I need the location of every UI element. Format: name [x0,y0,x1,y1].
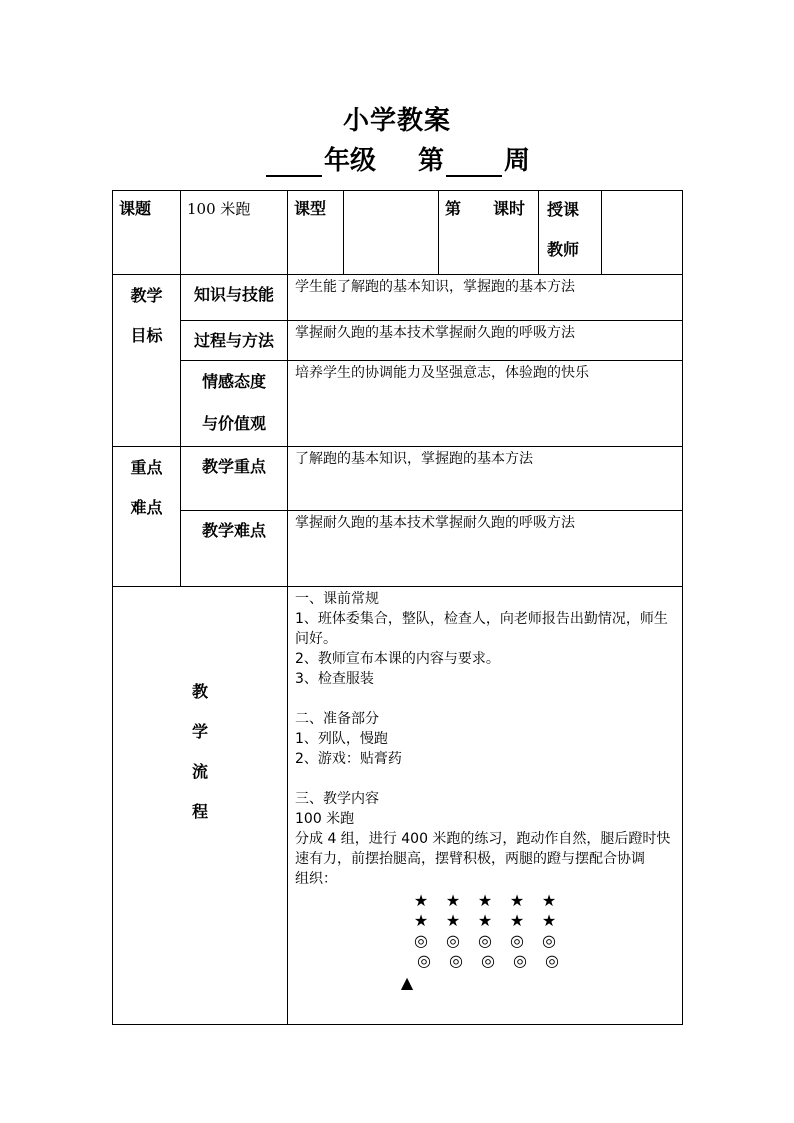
student-circle-icon: ◎ [510,931,524,950]
student-star-icon: ★ [541,891,557,910]
process-line-blank [295,689,678,709]
key-point-row [113,447,683,511]
process-line: 组织： [295,871,337,887]
page-title: 小学教案 [342,106,451,136]
teacher-triangle-icon: ▲ [400,973,414,992]
week-blank[interactable] [446,149,502,177]
objective-knowledge-label: 知识与技能 [181,275,288,321]
student-circle-icon: ◎ [449,951,463,970]
formation-diagram [295,889,678,992]
lesson-plan-table [112,190,683,1025]
process-label-char-3: 流 [191,762,208,781]
week-prefix: 第 [417,146,444,176]
process-line: 三、教学内容 [295,791,379,807]
process-label-char-4: 程 [191,802,208,821]
objective-attitude-label [181,361,288,447]
student-star-icon: ★ [509,911,525,930]
student-circle-icon: ◎ [414,931,428,950]
teacher-label-line-1: 授课 [547,200,580,219]
student-circle-icon: ◎ [478,931,492,950]
teacher-label-line-2: 教师 [547,240,580,259]
student-star-icon: ★ [413,891,429,910]
process-label-char-1: 教 [191,682,208,701]
process-line: 3、检查服装 [295,671,374,687]
objective-attitude-label-line-2: 与价值观 [201,414,266,433]
page-subtitle [0,140,794,177]
student-star-icon: ★ [477,911,493,930]
teacher-value[interactable] [602,191,683,275]
student-circle-icon: ◎ [417,951,431,970]
objectives-label-line-1: 教学 [130,286,163,305]
process-row [113,587,683,1025]
student-star-icon: ★ [445,911,461,930]
student-circle-icon: ◎ [481,951,495,970]
student-star-icon: ★ [541,911,557,930]
objective-process-label: 过程与方法 [181,321,288,361]
process-line: 100 米跑 [295,811,355,827]
student-circle-icon: ◎ [545,951,559,970]
student-circle-icon: ◎ [513,951,527,970]
process-line: 2、游戏：贴膏药 [295,751,402,767]
teacher-label [539,191,602,275]
process-label [113,587,288,1025]
difficulty-text: 掌握耐久跑的基本技术掌握耐久跑的呼吸方法 [288,511,683,587]
student-circle-icon: ◎ [542,931,556,950]
week-label: 周 [504,146,531,176]
objective-row-knowledge [113,275,683,321]
process-line: 一、课前常规 [295,591,379,607]
student-star-icon: ★ [477,891,493,910]
student-circle-icon: ◎ [446,931,460,950]
process-line: 2、教师宣布本课的内容与要求。 [295,651,500,667]
objectives-label-line-2: 目标 [130,326,163,345]
process-line-blank [295,769,678,789]
student-star-icon: ★ [413,911,429,930]
process-line: 1、班体委集合，整队，检查人，向老师报告出勤情况，师生问好。 [295,611,668,647]
difficulty-row [113,511,683,587]
student-star-icon: ★ [509,891,525,910]
grade-blank[interactable] [266,149,322,177]
key-points-label-line-2: 难点 [130,498,163,517]
student-star-icon: ★ [445,891,461,910]
process-line: 分成 4 组，进行 400 米跑的练习，跑动作自然，腿后蹬时快速有力，前摆抬腿高，摆臂积极，两腿的蹬与摆配合协调 [295,831,671,867]
key-points-label [113,447,181,587]
process-label-char-2: 学 [191,722,208,741]
topic-label: 课题 [113,191,181,275]
objectives-label [113,275,181,447]
info-row [113,191,683,275]
focus-text: 了解跑的基本知识，掌握跑的基本方法 [288,447,683,511]
type-label: 课型 [288,191,344,275]
objective-attitude-text: 培养学生的协调能力及坚强意志，体验跑的快乐 [288,361,683,447]
process-line: 二、准备部分 [295,711,379,727]
topic-value: 100 米跑 [181,191,288,275]
focus-label: 教学重点 [181,447,288,511]
objective-attitude-label-line-1: 情感态度 [201,372,266,391]
type-value[interactable] [344,191,439,275]
process-line: 1、列队，慢跑 [295,731,388,747]
key-points-label-line-1: 重点 [130,458,163,477]
difficulty-label: 教学难点 [181,511,288,587]
objective-row-process [113,321,683,361]
process-content [288,587,683,1025]
lesson-number-label: 第 课时 [439,191,539,275]
objective-process-text: 掌握耐久跑的基本技术掌握耐久跑的呼吸方法 [288,321,683,361]
objective-knowledge-text: 学生能了解跑的基本知识，掌握跑的基本方法 [288,275,683,321]
objective-row-attitude [113,361,683,447]
grade-label: 年级 [323,146,376,176]
